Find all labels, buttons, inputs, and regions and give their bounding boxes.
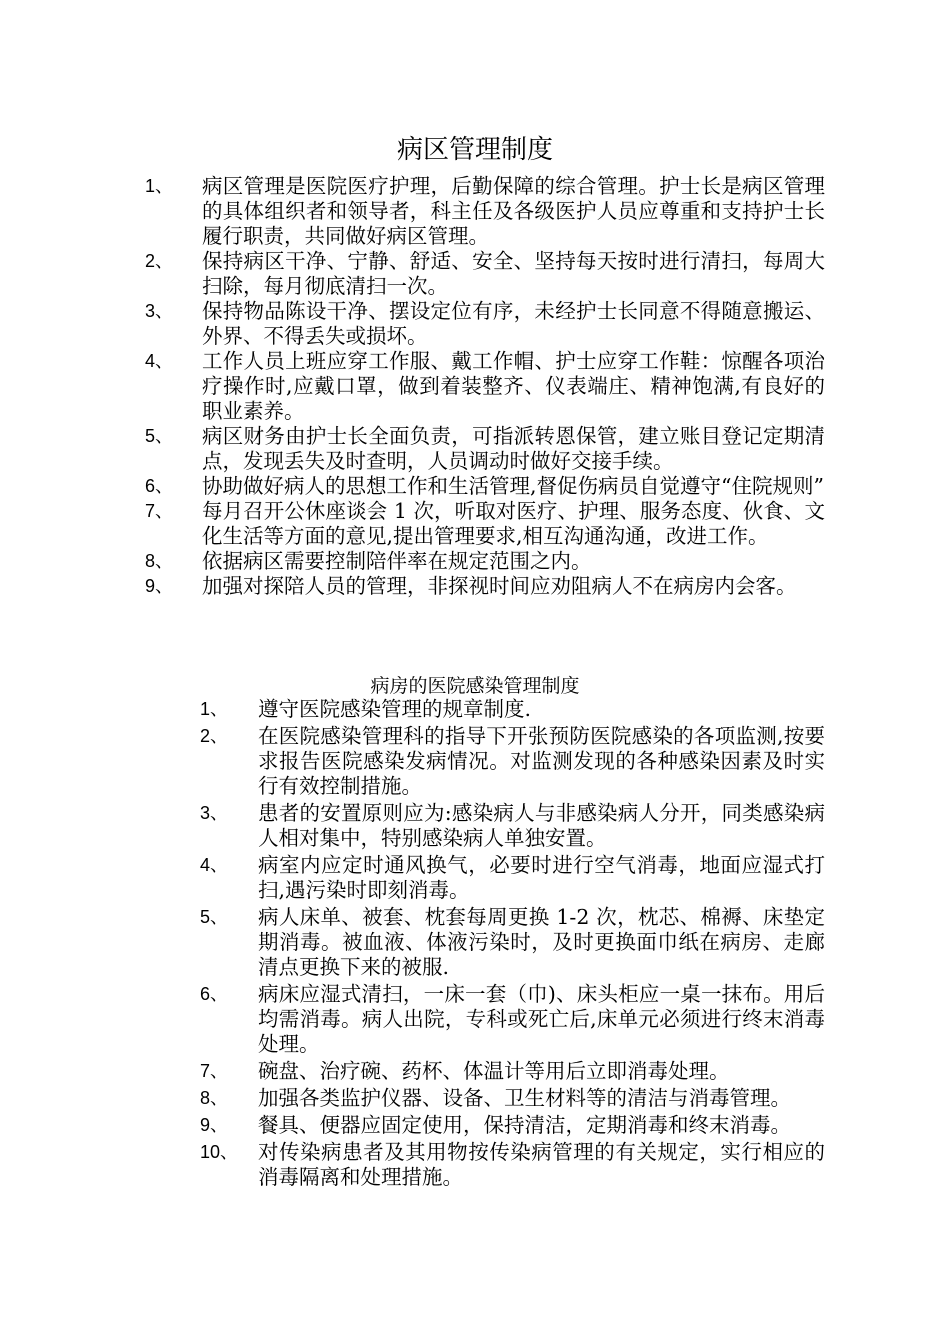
- item-number: 7、: [200, 1061, 229, 1081]
- list-item: [200, 982, 825, 1057]
- item-text: 病区管理是医院医疗护理，后勤保障的综合管理。护士长是病区管理的具体组织者和领导者，科主任及各级医护人员应尊重和支持护士长履行职责，共同做好病区管理。: [202, 174, 825, 248]
- infection-rules-list: [200, 697, 825, 1192]
- item-number: 7、: [145, 501, 174, 521]
- item-text: 患者的安置原则应为:感染病人与非感染病人分开，同类感染病人相对集中，特别感染病人单独安置。: [258, 801, 825, 850]
- list-item: [145, 299, 825, 349]
- item-number: 9、: [200, 1115, 229, 1135]
- item-text: 餐具、便器应固定使用，保持清洁，定期消毒和终末消毒。: [258, 1113, 791, 1137]
- item-number: 4、: [200, 855, 229, 875]
- item-text: 碗盘、治疗碗、药杯、体温计等用后立即消毒处理。: [258, 1059, 730, 1083]
- item-number: 8、: [200, 1088, 229, 1108]
- list-item: [145, 349, 825, 424]
- section-title: 病房的医院感染管理制度: [370, 675, 580, 697]
- list-item: [145, 474, 825, 499]
- item-number: 5、: [145, 426, 174, 446]
- item-text: 遵守医院感染管理的规章制度.: [258, 697, 532, 721]
- item-number: 1、: [145, 176, 174, 196]
- item-text: 病床应湿式清扫，一床一套（巾)、床头柜应一桌一抹布。用后均需消毒。病人出院，专科或死亡后,床单元必须进行终末消毒处理。: [258, 982, 825, 1056]
- list-item: [145, 574, 825, 599]
- list-item: [200, 853, 825, 903]
- list-item: [145, 549, 825, 574]
- item-number: 3、: [145, 301, 174, 321]
- item-text: 对传染病患者及其用物按传染病管理的有关规定，实行相应的消毒隔离和处理措施。: [258, 1140, 825, 1189]
- list-item: [145, 174, 825, 249]
- list-item: [200, 724, 825, 799]
- item-text: 在医院感染管理科的指导下开张预防医院感染的各项监测,按要求报告医院感染发病情况。对监测发现的各种感染因素及时实行有效控制措施。: [258, 724, 825, 798]
- item-text: 加强各类监护仪器、设备、卫生材料等的清洁与消毒管理。: [258, 1086, 791, 1110]
- item-number: 8、: [145, 551, 174, 571]
- item-number: 6、: [200, 984, 229, 1004]
- item-number: 10、: [200, 1142, 239, 1162]
- item-text: 依据病区需要控制陪伴率在规定范围之内。: [202, 549, 592, 573]
- item-number: 5、: [200, 907, 229, 927]
- list-item: [200, 801, 825, 851]
- item-number: 9、: [145, 576, 174, 596]
- list-item: [200, 1059, 825, 1084]
- item-text: 保持病区干净、宁静、舒适、安全、坚持每天按时进行清扫，每周大扫除，每月彻底清扫一次。: [202, 249, 825, 298]
- ward-rules-list: [145, 174, 825, 599]
- item-text: 加强对探陪人员的管理，非探视时间应劝阻病人不在病房内会客。: [202, 574, 797, 598]
- item-number: 6、: [145, 476, 174, 496]
- list-item: [145, 499, 825, 549]
- item-number: 1、: [200, 699, 229, 719]
- list-item: [200, 1140, 825, 1190]
- item-number: 2、: [200, 726, 229, 746]
- list-item: [200, 1086, 825, 1111]
- item-text: 病人床单、被套、枕套每周更换 1-2 次，枕芯、棉褥、床垫定期消毒。被血液、体液污染时，及时更换面巾纸在病房、走廊清点更换下来的被服.: [258, 905, 825, 979]
- list-item: [145, 424, 825, 474]
- item-text: 每月召开公休座谈会 1 次，听取对医疗、护理、服务态度、伙食、文化生活等方面的意见,提出管理要求,相互沟通沟通，改进工作。: [202, 499, 825, 548]
- list-item: [200, 1113, 825, 1138]
- list-item: [200, 697, 825, 722]
- page-title: 病区管理制度: [396, 135, 553, 165]
- item-text: 协助做好病人的思想工作和生活管理,督促伤病员自觉遵守“住院规则”: [202, 474, 824, 498]
- item-text: 病室内应定时通风换气，必要时进行空气消毒，地面应湿式打扫,遇污染时即刻消毒。: [258, 853, 825, 902]
- list-item: [145, 249, 825, 299]
- item-number: 2、: [145, 251, 174, 271]
- item-text: 病区财务由护士长全面负责，可指派转恩保管，建立账目登记定期清点，发现丢失及时查明，人员调动时做好交接手续。: [202, 424, 825, 473]
- list-item: [200, 905, 825, 980]
- item-text: 保持物品陈设干净、摆设定位有序，未经护士长同意不得随意搬运、外界、不得丢失或损坏。: [202, 299, 825, 348]
- item-text: 工作人员上班应穿工作服、戴工作帽、护士应穿工作鞋：惊醒各项治疗操作时,应戴口罩，做到着装整齐、仪表端庄、精神饱满,有良好的职业素养。: [202, 349, 825, 423]
- item-number: 4、: [145, 351, 174, 371]
- item-number: 3、: [200, 803, 229, 823]
